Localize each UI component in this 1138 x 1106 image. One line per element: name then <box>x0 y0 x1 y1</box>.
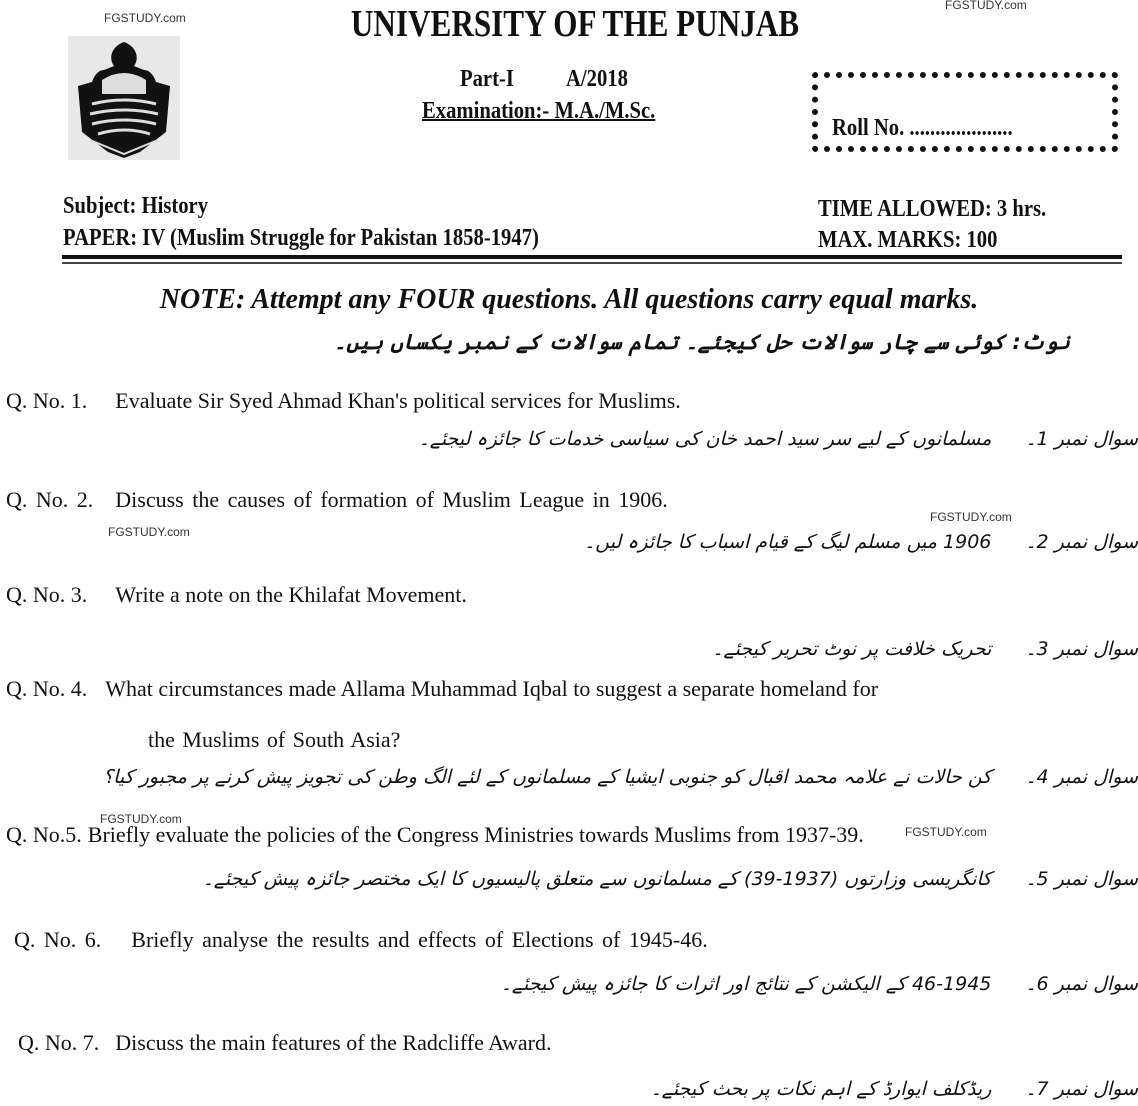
question-text: Briefly evaluate the policies of the Congress Ministries towards Muslims from 1937-39. <box>87 822 864 847</box>
university-crest-logo <box>68 36 180 160</box>
question-text: Evaluate Sir Syed Ahmad Khan's political services for Muslims. <box>115 388 681 413</box>
question-label: Q. No. 3. <box>6 582 88 607</box>
urdu-label: سوال نمبر 3۔ <box>1025 638 1138 660</box>
watermark: FGSTUDY.com <box>930 510 1012 524</box>
subject-label: Subject: History <box>63 193 209 219</box>
question-text: Discuss the main features of the Radcliffe Award. <box>115 1030 552 1055</box>
question-label: Q. No. 4. <box>6 676 88 701</box>
session-label: A/2018 <box>566 66 628 92</box>
examination-label: Examination:- M.A./M.Sc. <box>422 98 656 124</box>
urdu-label: سوال نمبر 5۔ <box>1025 868 1138 890</box>
question-label: Q. No.5. <box>6 822 82 847</box>
question-text: Discuss the causes of formation of Muslim League in 1906. <box>115 487 668 512</box>
question-label: Q. No. 6. <box>14 927 102 952</box>
question-3 <box>6 582 467 608</box>
question-4 <box>6 676 878 702</box>
urdu-text: ریڈکلف ایوارڈ کے اہم نکات پر بحث کیجئے۔ <box>650 1078 992 1100</box>
question-1 <box>6 388 681 414</box>
question-7 <box>18 1030 552 1056</box>
watermark: FGSTUDY.com <box>108 525 190 539</box>
question-4-line-2: the Muslims of South Asia? <box>148 727 401 752</box>
time-allowed-label: TIME ALLOWED: 3 hrs. <box>818 196 1047 222</box>
urdu-label: سوال نمبر 4۔ <box>1025 766 1138 788</box>
urdu-label: سوال نمبر 7۔ <box>1025 1078 1138 1100</box>
watermark: FGSTUDY.com <box>945 0 1027 12</box>
question-2 <box>6 487 668 513</box>
question-6 <box>14 927 708 953</box>
urdu-text: 1906 میں مسلم لیگ کے قیام اسباب کا جائزہ لیں۔ <box>584 531 992 553</box>
urdu-label: سوال نمبر 2۔ <box>1025 531 1138 553</box>
question-text: Briefly analyse the results and effects of Elections of 1945-46. <box>131 927 708 952</box>
question-2-urdu <box>584 531 1138 553</box>
urdu-text: مسلمانوں کے لیے سر سید احمد خان کی سیاسی خدمات کا جائزہ لیجئے۔ <box>418 428 992 450</box>
max-marks-label: MAX. MARKS: 100 <box>818 227 998 253</box>
question-text: Write a note on the Khilafat Movement. <box>115 582 467 607</box>
part-label: Part-I <box>460 66 514 92</box>
question-4-urdu <box>103 766 1138 788</box>
urdu-label: سوال نمبر 6۔ <box>1025 973 1138 995</box>
urdu-text: تحریک خلافت پر نوٹ تحریر کیجئے۔ <box>712 638 992 660</box>
urdu-text: 1945-46 کے الیکشن کے نتائج اور اثرات کا جائزہ پیش کیجئے۔ <box>500 973 992 995</box>
question-7-urdu <box>651 1078 1138 1100</box>
urdu-text: کانگریسی وزارتوں (1937-39) کے مسلمانوں سے متعلق پالیسیوں کا ایک مختصر جائزہ پیش کیجئے۔ <box>202 868 992 890</box>
watermark: FGSTUDY.com <box>104 11 186 25</box>
header-divider <box>62 255 1122 259</box>
question-1-urdu <box>419 428 1138 450</box>
note-english: NOTE: Attempt any FOUR questions. All questions carry equal marks. <box>159 284 979 315</box>
urdu-text: کن حالات نے علامہ محمد اقبال کو جنوبی ایشیا کے مسلمانوں کے لئے الگ وطن کی تجویز پیش کرنے پر مجبور کیا؟ <box>103 766 992 788</box>
roll-number-box[interactable] <box>812 72 1118 152</box>
roll-number-label: Roll No. .................... <box>832 115 1013 141</box>
note-urdu: نوٹ: کوئی سے چار سوالات حل کیجئے۔ تمام سوالات کے نمبر یکساں ہیں۔ <box>334 330 1070 354</box>
urdu-label: سوال نمبر 1۔ <box>1025 428 1138 450</box>
watermark: FGSTUDY.com <box>100 812 182 826</box>
watermark: FGSTUDY.com <box>905 825 987 839</box>
question-label: Q. No. 2. <box>6 487 94 512</box>
question-label: Q. No. 1. <box>6 388 88 413</box>
question-5-urdu <box>203 868 1138 890</box>
question-5 <box>6 822 864 848</box>
paper-label: PAPER: IV (Muslim Struggle for Pakistan 1858-1947) <box>63 225 539 251</box>
question-3-urdu <box>712 638 1138 660</box>
question-6-urdu <box>501 973 1138 995</box>
university-title: UNIVERSITY OF THE PUNJAB <box>350 3 800 45</box>
question-text: What circumstances made Allama Muhammad Iqbal to suggest a separate homeland for <box>105 676 879 701</box>
question-label: Q. No. 7. <box>18 1030 100 1055</box>
header-divider <box>62 262 1122 264</box>
